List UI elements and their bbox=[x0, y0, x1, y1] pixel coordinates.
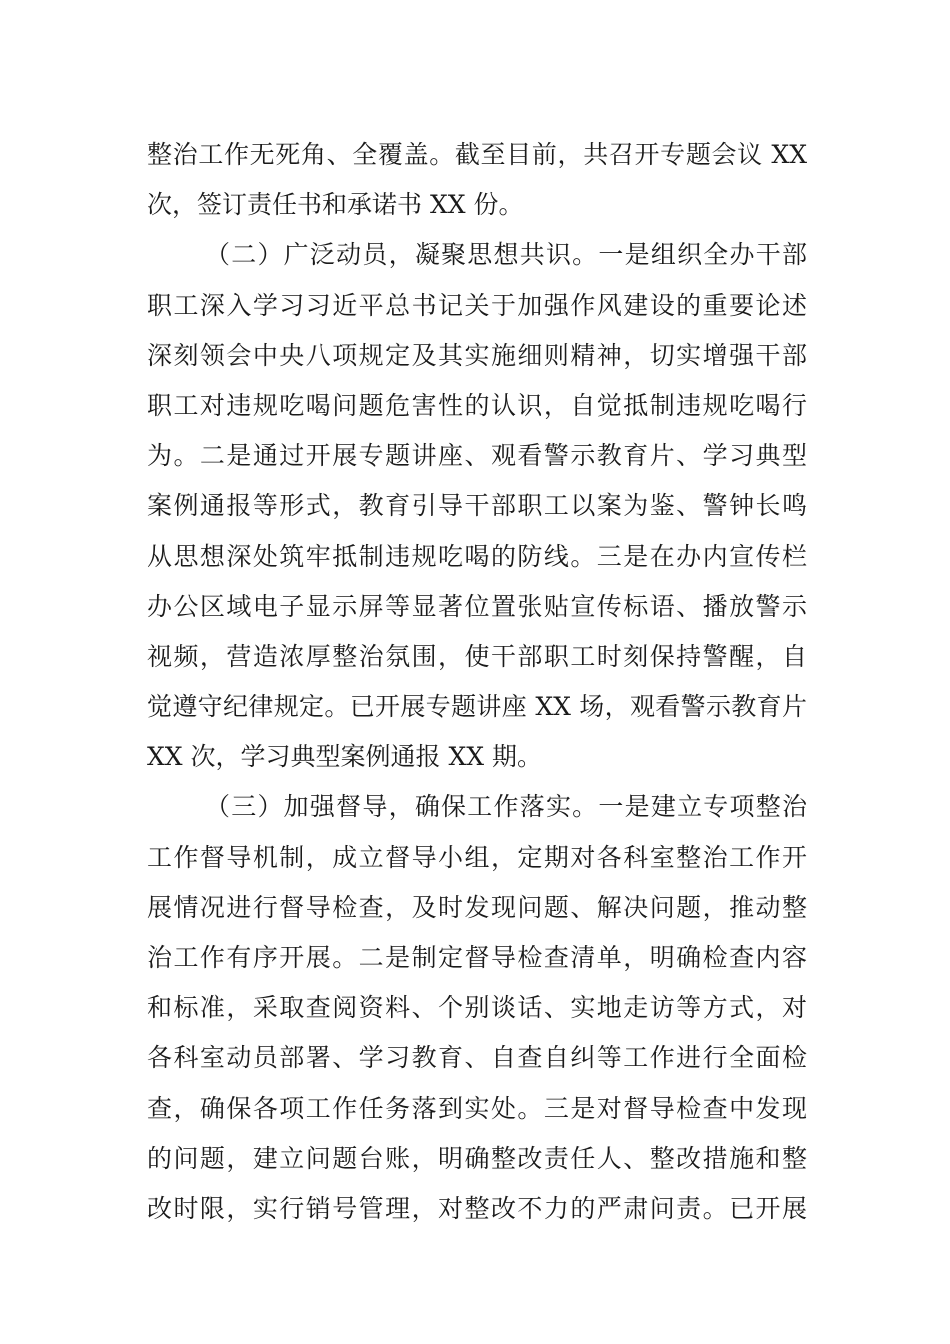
text-line: 展情况进行督导检查，及时发现问题、解决问题，推动整 bbox=[147, 892, 807, 922]
text-line: 深刻领会中央八项规定及其实施细则精神，切实增强干部 bbox=[147, 340, 807, 370]
text-line: 各科室动员部署、学习教育、自查自纠等工作进行全面检 bbox=[147, 1043, 807, 1073]
text-line: 治工作有序开展。二是制定督导检查清单，明确检查内容 bbox=[147, 943, 807, 972]
text-line: 次，签订责任书和承诺书 XX 份。 bbox=[147, 190, 524, 220]
text-line: 工作督导机制，成立督导小组，定期对各科室整治工作开 bbox=[147, 842, 807, 872]
section-heading-line: （二）广泛动员，凝聚思想共识。一是组织全办干部 bbox=[205, 240, 807, 270]
text-line: 整治工作无死角、全覆盖。截至目前，共召开专题会议 XX bbox=[147, 140, 807, 169]
text-line: 职工对违规吃喝问题危害性的认识，自觉抵制违规吃喝行 bbox=[147, 390, 807, 420]
text-line: 办公区域电子显示屏等显著位置张贴宣传标语、播放警示 bbox=[147, 591, 807, 621]
text-line: 从思想深处筑牢抵制违规吃喝的防线。三是在办内宣传栏 bbox=[147, 541, 807, 571]
text-line: 改时限，实行销号管理，对整改不力的严肃问责。已开展 bbox=[147, 1193, 807, 1223]
text-line: 觉遵守纪律规定。已开展专题讲座 XX 场，观看警示教育片 bbox=[147, 692, 807, 722]
section-heading-line: （三）加强督导，确保工作落实。一是建立专项整治 bbox=[205, 792, 807, 822]
text-line: 和标准，采取查阅资料、个别谈话、实地走访等方式，对 bbox=[147, 993, 807, 1023]
text-line: 查，确保各项工作任务落到实处。三是对督导检查中发现 bbox=[147, 1093, 807, 1123]
text-line: XX 次，学习典型案例通报 XX 期。 bbox=[147, 742, 543, 772]
text-line: 的问题，建立问题台账，明确整改责任人、整改措施和整 bbox=[147, 1143, 807, 1173]
text-line: 职工深入学习习近平总书记关于加强作风建设的重要论述 bbox=[147, 290, 807, 320]
text-line: 为。二是通过开展专题讲座、观看警示教育片、学习典型 bbox=[147, 441, 807, 471]
body-text bbox=[147, 130, 807, 1234]
text-line: 视频，营造浓厚整治氛围，使干部职工时刻保持警醒，自 bbox=[147, 641, 807, 671]
text-line: 案例通报等形式，教育引导干部职工以案为鉴、警钟长鸣 bbox=[147, 491, 807, 521]
